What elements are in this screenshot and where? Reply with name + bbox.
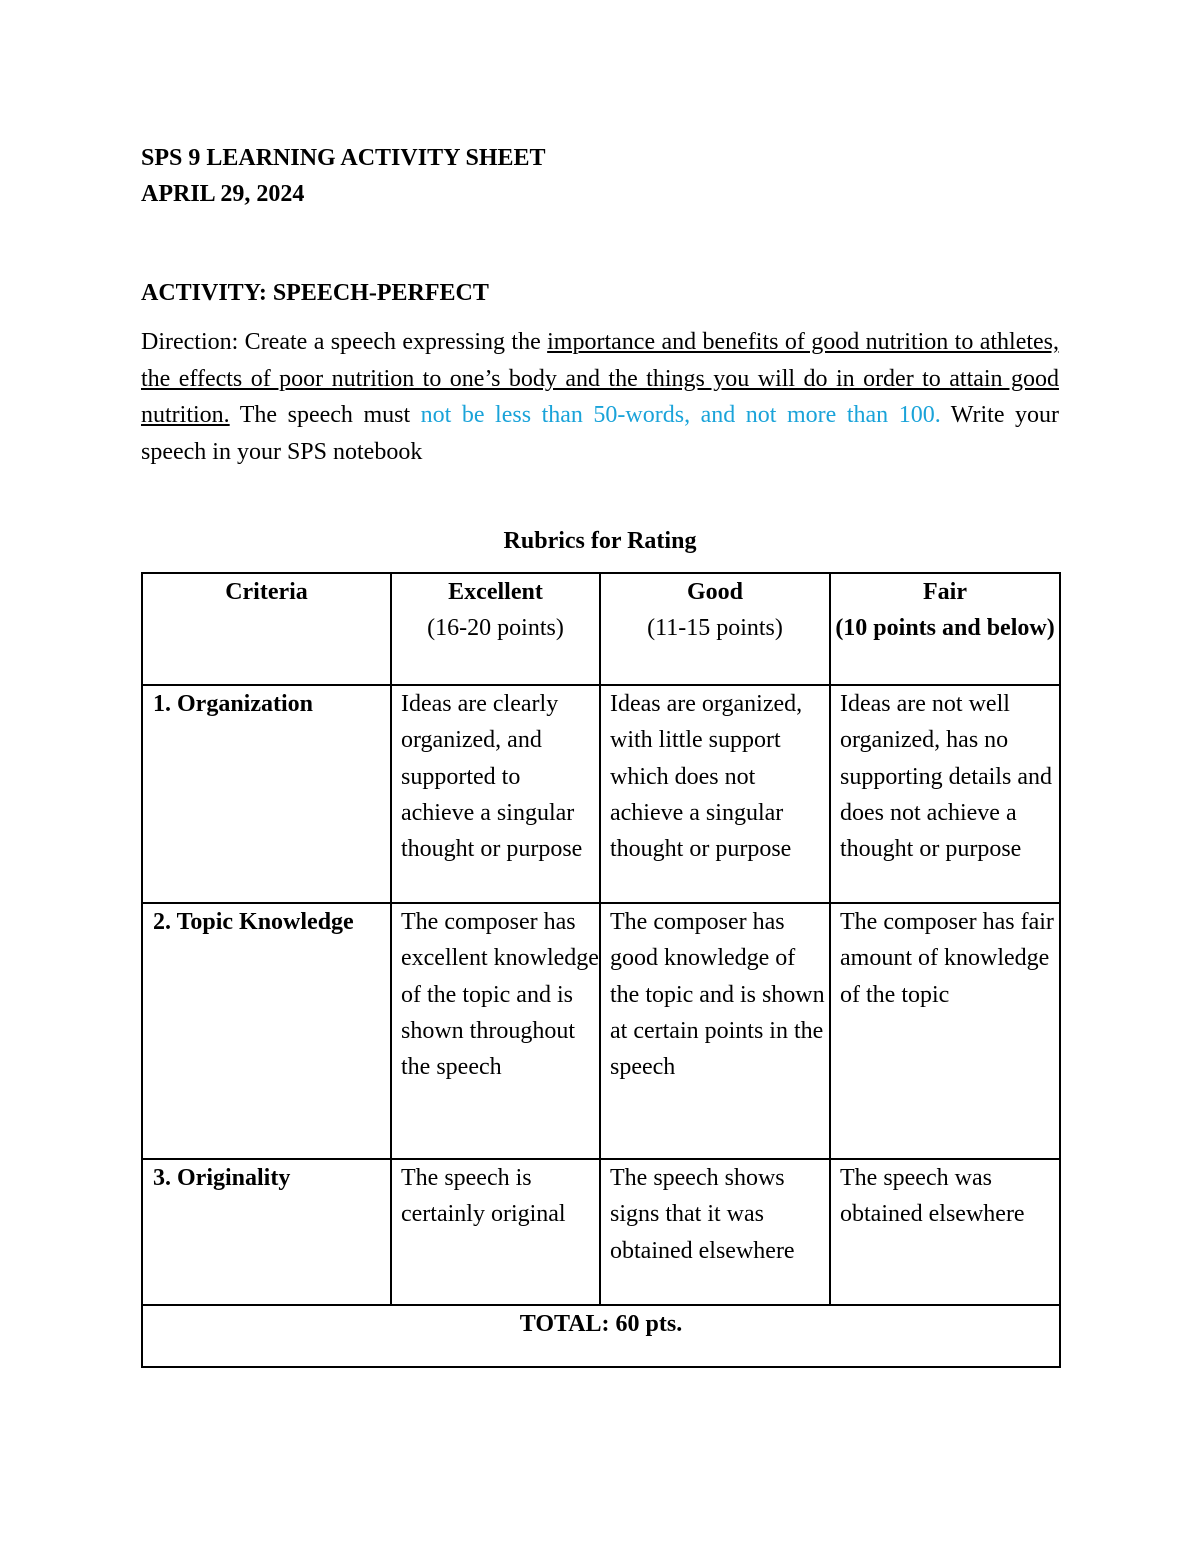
- good-cell: The speech shows signs that it was obtained elsewhere: [600, 1159, 830, 1305]
- header-fair-label: Fair: [923, 579, 967, 605]
- direction-underlined-text: importance and benefits of good nutrition to athletes, the effects of poor nutrition to one’s body and the things you will do in order to attain good nutrition.: [141, 329, 1060, 428]
- excellent-cell: The speech is certainly original: [391, 1159, 600, 1305]
- rubric-header-row: [142, 573, 1060, 685]
- header-excellent: [391, 573, 600, 685]
- header-fair-points: (10 points and below): [835, 615, 1055, 642]
- excellent-cell: The composer has excellent knowledge of the topic and is shown throughout the speech: [391, 903, 600, 1159]
- header-fair: [830, 573, 1060, 685]
- activity-heading: ACTIVITY: SPEECH-PERFECT: [141, 280, 489, 306]
- header-excellent-label: Excellent: [448, 579, 543, 605]
- direction-word-limit: not be less than 50-words, and not more than 100.: [420, 402, 941, 428]
- table-row: [142, 903, 1060, 1159]
- rubric-table: [141, 572, 1061, 1368]
- header-good: [600, 573, 830, 685]
- direction-paragraph: [141, 324, 1059, 470]
- header-good-label: Good: [686, 579, 743, 605]
- total-cell: TOTAL: 60 pts.: [142, 1305, 1060, 1367]
- direction-suffix: Write your speech in your SPS notebook: [141, 402, 1059, 465]
- total-row: [142, 1305, 1060, 1367]
- table-row: [142, 685, 1060, 903]
- fair-cell: The composer has fair amount of knowledge of the topic: [830, 903, 1060, 1159]
- sheet-date: APRIL 29, 2024: [141, 181, 305, 207]
- good-cell: The composer has good knowledge of the topic and is shown at certain points in the speech: [600, 903, 830, 1159]
- header-criteria: [142, 573, 391, 685]
- rubrics-title: Rubrics for Rating: [503, 528, 697, 554]
- header-excellent-points: (16-20 points): [427, 615, 564, 642]
- header-criteria-label: Criteria: [225, 579, 308, 605]
- excellent-cell: Ideas are clearly organized, and supported to achieve a singular thought or purpose: [391, 685, 600, 903]
- direction-middle: The speech must: [229, 402, 421, 428]
- sheet-title: SPS 9 LEARNING ACTIVITY SHEET: [141, 145, 546, 171]
- fair-cell: The speech was obtained elsewhere: [830, 1159, 1060, 1305]
- criterion-cell: 3. Originality: [142, 1159, 391, 1305]
- fair-cell: Ideas are not well organized, has no supporting details and does not achieve a thought or purpose: [830, 685, 1060, 903]
- good-cell: Ideas are organized, with little support which does not achieve a singular thought or purpose: [600, 685, 830, 903]
- criterion-cell: 1. Organization: [142, 685, 391, 903]
- criterion-cell: 2. Topic Knowledge: [142, 903, 391, 1159]
- direction-prefix: Direction: Create a speech expressing the: [141, 329, 548, 355]
- table-row: [142, 1159, 1060, 1305]
- header-good-points: (11-15 points): [647, 615, 783, 642]
